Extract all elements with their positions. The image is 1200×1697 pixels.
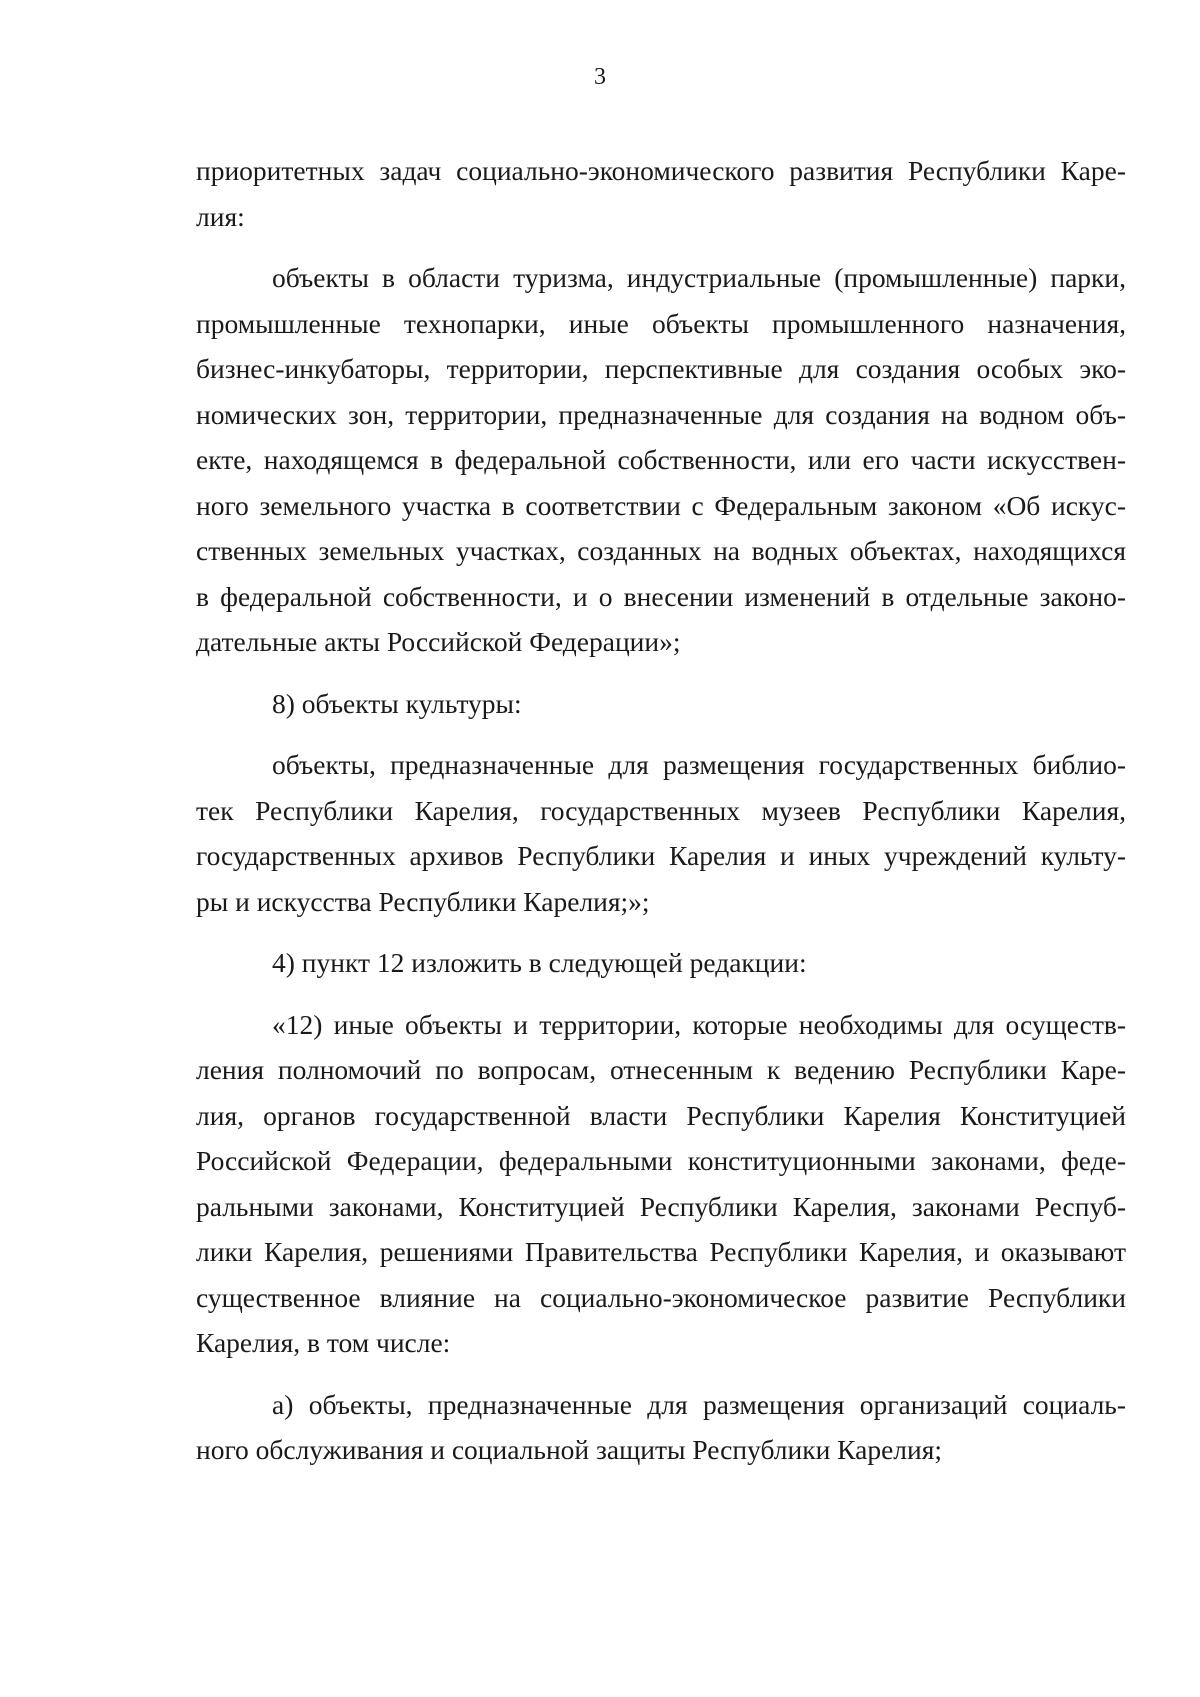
paragraph-first-line: 8) объекты культуры: — [272, 687, 522, 719]
page-number: 3 — [594, 64, 606, 90]
text-line: екте, находящемся в федеральной собственности, или его части искусствен- — [196, 444, 1126, 475]
text-line: Карелия, в том числе: — [196, 1327, 451, 1358]
text-line: ственных земельных участках, созданных на водных объектах, находящихся — [196, 535, 1126, 566]
text-line: ления полномочий по вопросам, отнесенным к ведению Республики Каре- — [196, 1054, 1126, 1085]
text-line: ры и искусства Республики Карелия;»; — [196, 885, 650, 917]
text-line: Российской Федерации, федеральными конституционными законами, феде- — [196, 1145, 1126, 1176]
text-line: ного обслуживания и социальной защиты Республики Карелия; — [196, 1434, 943, 1465]
text-line: ральными законами, Конституцией Республики Карелия, законами Респуб- — [196, 1190, 1126, 1222]
paragraph-first-line: объекты, предназначенные для размещения государственных библио- — [272, 749, 1126, 780]
text-line: бизнес-инкубаторы, территории, перспективные для создания особых эко- — [196, 353, 1126, 384]
paragraph-first-line: 4) пункт 12 изложить в следующей редакции: — [272, 947, 807, 978]
paragraph-first-line: а) объекты, предназначенные для размещения организаций социаль- — [272, 1388, 1126, 1420]
paragraph-first-line: «12) иные объекты и территории, которые необходимы для осуществ- — [272, 1008, 1126, 1040]
paragraph-first-line: объекты в области туризма, индустриальные (промышленные) парки, — [272, 262, 1126, 293]
text-line: приоритетных задач социально-экономического развития Республики Каре- — [196, 155, 1126, 186]
text-line: лия, органов государственной власти Республики Карелия Конституцией — [196, 1099, 1126, 1131]
text-line: ного земельного участка в соответствии с Федеральным законом «Об искус- — [196, 489, 1126, 521]
text-line: государственных архивов Республики Карелия и иных учреждений культу- — [196, 840, 1126, 871]
text-line: дательные акты Российской Федерации»; — [196, 626, 681, 657]
text-line: тек Республики Карелия, государственных музеев Республики Карелия, — [196, 794, 1126, 826]
document-body — [196, 148, 1126, 1473]
text-line: лики Карелия, решениями Правительства Республики Карелия, и оказывают — [196, 1236, 1126, 1267]
text-line: лия: — [196, 200, 245, 232]
text-line: номических зон, территории, предназначенные для создания на водном объ- — [196, 398, 1126, 430]
text-line: промышленные технопарки, иные объекты промышленного назначения, — [196, 307, 1126, 339]
text-line: существенное влияние на социально-экономическое развитие Республики — [196, 1281, 1126, 1313]
text-line: в федеральной собственности, и о внесении изменений в отдельные законо- — [196, 580, 1126, 612]
